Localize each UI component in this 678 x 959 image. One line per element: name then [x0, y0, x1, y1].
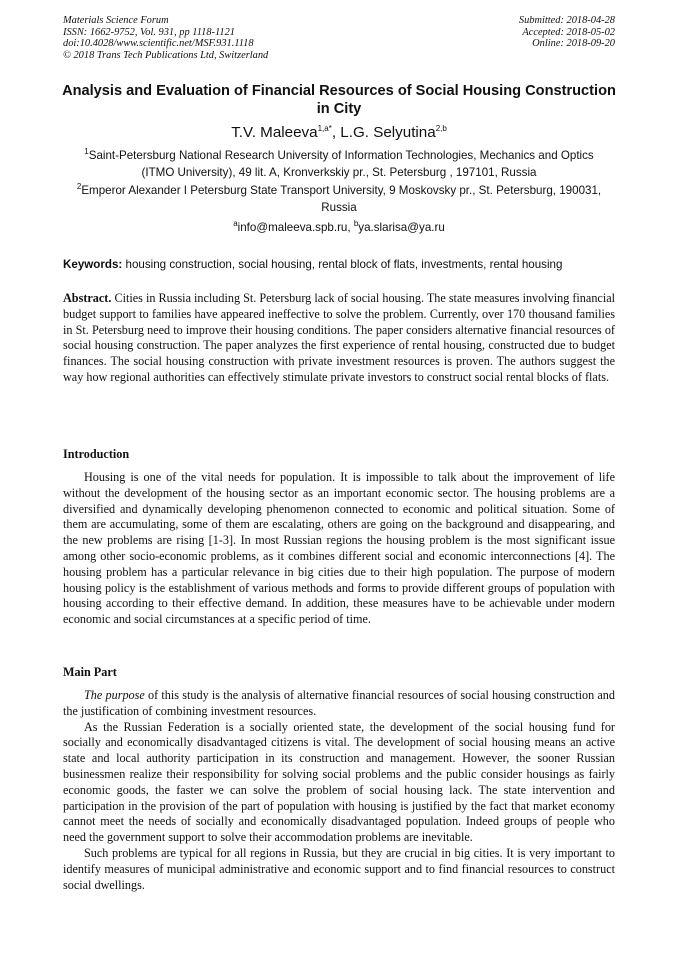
abstract-text: Cities in Russia including St. Petersburg lack of social housing. The state measures involving financial budget support to families have appeared ineffective to solve the problem. Currently, over 170 thousand families in St. Petersburg need to improve their housing conditions. The paper considers alternative financial resources of social housing construction. The paper analyzes the first experience of rental housing, constructed due to budget finances. The social housing construction with private investment resources is proven. The authors suggest the way how regional authorities can effectively stimulate private investors to construct social rental blocks of flats.	[63, 291, 615, 384]
keywords-text: housing construction, social housing, rental block of flats, investments, rental housing	[122, 258, 563, 271]
abstract-label: Abstract.	[63, 291, 112, 305]
introduction-paragraph: Housing is one of the vital needs for population. It is impossible to talk about the improvement of life without the development of the housing sector as an important economic sector. The housing problems are a diversified and dynamically developing phenomenon connected to economic and political situation. Some of them are accumulating, some of them are escalating, others are going on the background and disappearing, and the new problems are rising [1-3]. In most Russian regions the housing problem is the most significant issue among other socio-economic problems, as it combines different social and economic interconnections [4]. The housing problem has a particular relevance in big cities due to their high population. The purpose of modern housing policy is the establishment of various methods and forms to provide different groups of population with housing according to their effective demand. In addition, these measures have to be achievable under modern economic and social circumstances at a specific period of time.	[63, 470, 615, 627]
online-date: Online: 2018-09-20	[532, 38, 615, 50]
email-a[interactable]: info@maleeva.spb.ru,	[237, 221, 354, 234]
journal-header-left	[63, 15, 268, 61]
email-a-marker: a	[233, 219, 238, 229]
journal-copyright: © 2018 Trans Tech Publications Ltd, Switzerland	[63, 49, 269, 61]
introduction-heading: Introduction	[63, 447, 130, 461]
abstract	[63, 291, 615, 386]
email-b-marker: b	[353, 219, 359, 229]
affiliation-2	[70, 183, 608, 216]
journal-header-right	[519, 15, 615, 50]
author-1-marker: 1,a*	[317, 123, 332, 133]
affiliation-2-text: Emperor Alexander I Petersburg State Transport University, 9 Moskovsky pr., St. Petersburg, 190031, Russia	[81, 184, 602, 214]
main-part-paragraph-1	[63, 688, 615, 720]
journal-name: Materials Science Forum	[63, 15, 169, 26]
accepted-date: Accepted: 2018-05-02	[522, 26, 615, 38]
submitted-date: Submitted: 2018-04-28	[518, 15, 615, 26]
main-part-paragraph-1-text: of this study is the analysis of alternative financial resources of social housing construction and the justification of combining investment resources.	[63, 688, 615, 718]
main-part-body	[63, 688, 615, 893]
affiliation-1-text: Saint-Petersburg National Research University of Information Technologies, Mechanics and Optics (ITMO University), 49 lit. A, Kronverkskiy pr., St. Petersburg , 197101, Russia	[88, 149, 594, 179]
main-part-paragraph-2: As the Russian Federation is a socially oriented state, the development of the social housing fund for socially and economically disadvantaged citizens is vital. The development of social housing means an active state and local authority participation in its construction and management. However, the sooner Russian businessmen realize their responsibility for solving social problems and the public consider housings as fairly economic goods, the faster we can solve the problem of social housing lack. The state intervention and participation in the provision of the part of population with housing is justified by the fact that market economy cannot meet the needs of socially and economically disadvantaged population. Indeed groups of people who need the government support to solve their accommodation problems are inevitable.	[63, 719, 615, 845]
main-part-heading: Main Part	[63, 665, 117, 679]
authors-line	[60, 123, 618, 142]
purpose-emphasis: The purpose	[84, 688, 145, 702]
paper-title: Analysis and Evaluation of Financial Resources of Social Housing Construction in City	[62, 83, 616, 117]
affiliation-1-marker: 1	[84, 147, 89, 157]
keywords-line	[63, 257, 623, 272]
email-b[interactable]: ya.slarisa@ya.ru	[358, 221, 445, 234]
affiliation-1	[70, 148, 608, 181]
author-emails	[60, 220, 618, 235]
journal-doi: doi:10.4028/www.scientific.net/MSF.931.1118	[63, 38, 254, 50]
author-2-marker: 2,b	[435, 123, 447, 133]
author-separator: ,	[331, 124, 341, 141]
main-part-paragraph-3: Such problems are typical for all regions in Russia, but they are crucial in big cities. It is very important to identify measures of municipal administrative and economic support and to find financial resources to construct social dwellings.	[63, 845, 615, 892]
introduction-body	[63, 470, 615, 628]
author-2: L.G. Selyutina	[340, 124, 436, 141]
author-1: T.V. Maleeva	[231, 124, 318, 141]
keywords-label: Keywords:	[63, 258, 123, 271]
affiliation-2-marker: 2	[76, 182, 82, 192]
journal-issn: ISSN: 1662-9752, Vol. 931, pp 1118-1121	[63, 26, 236, 38]
